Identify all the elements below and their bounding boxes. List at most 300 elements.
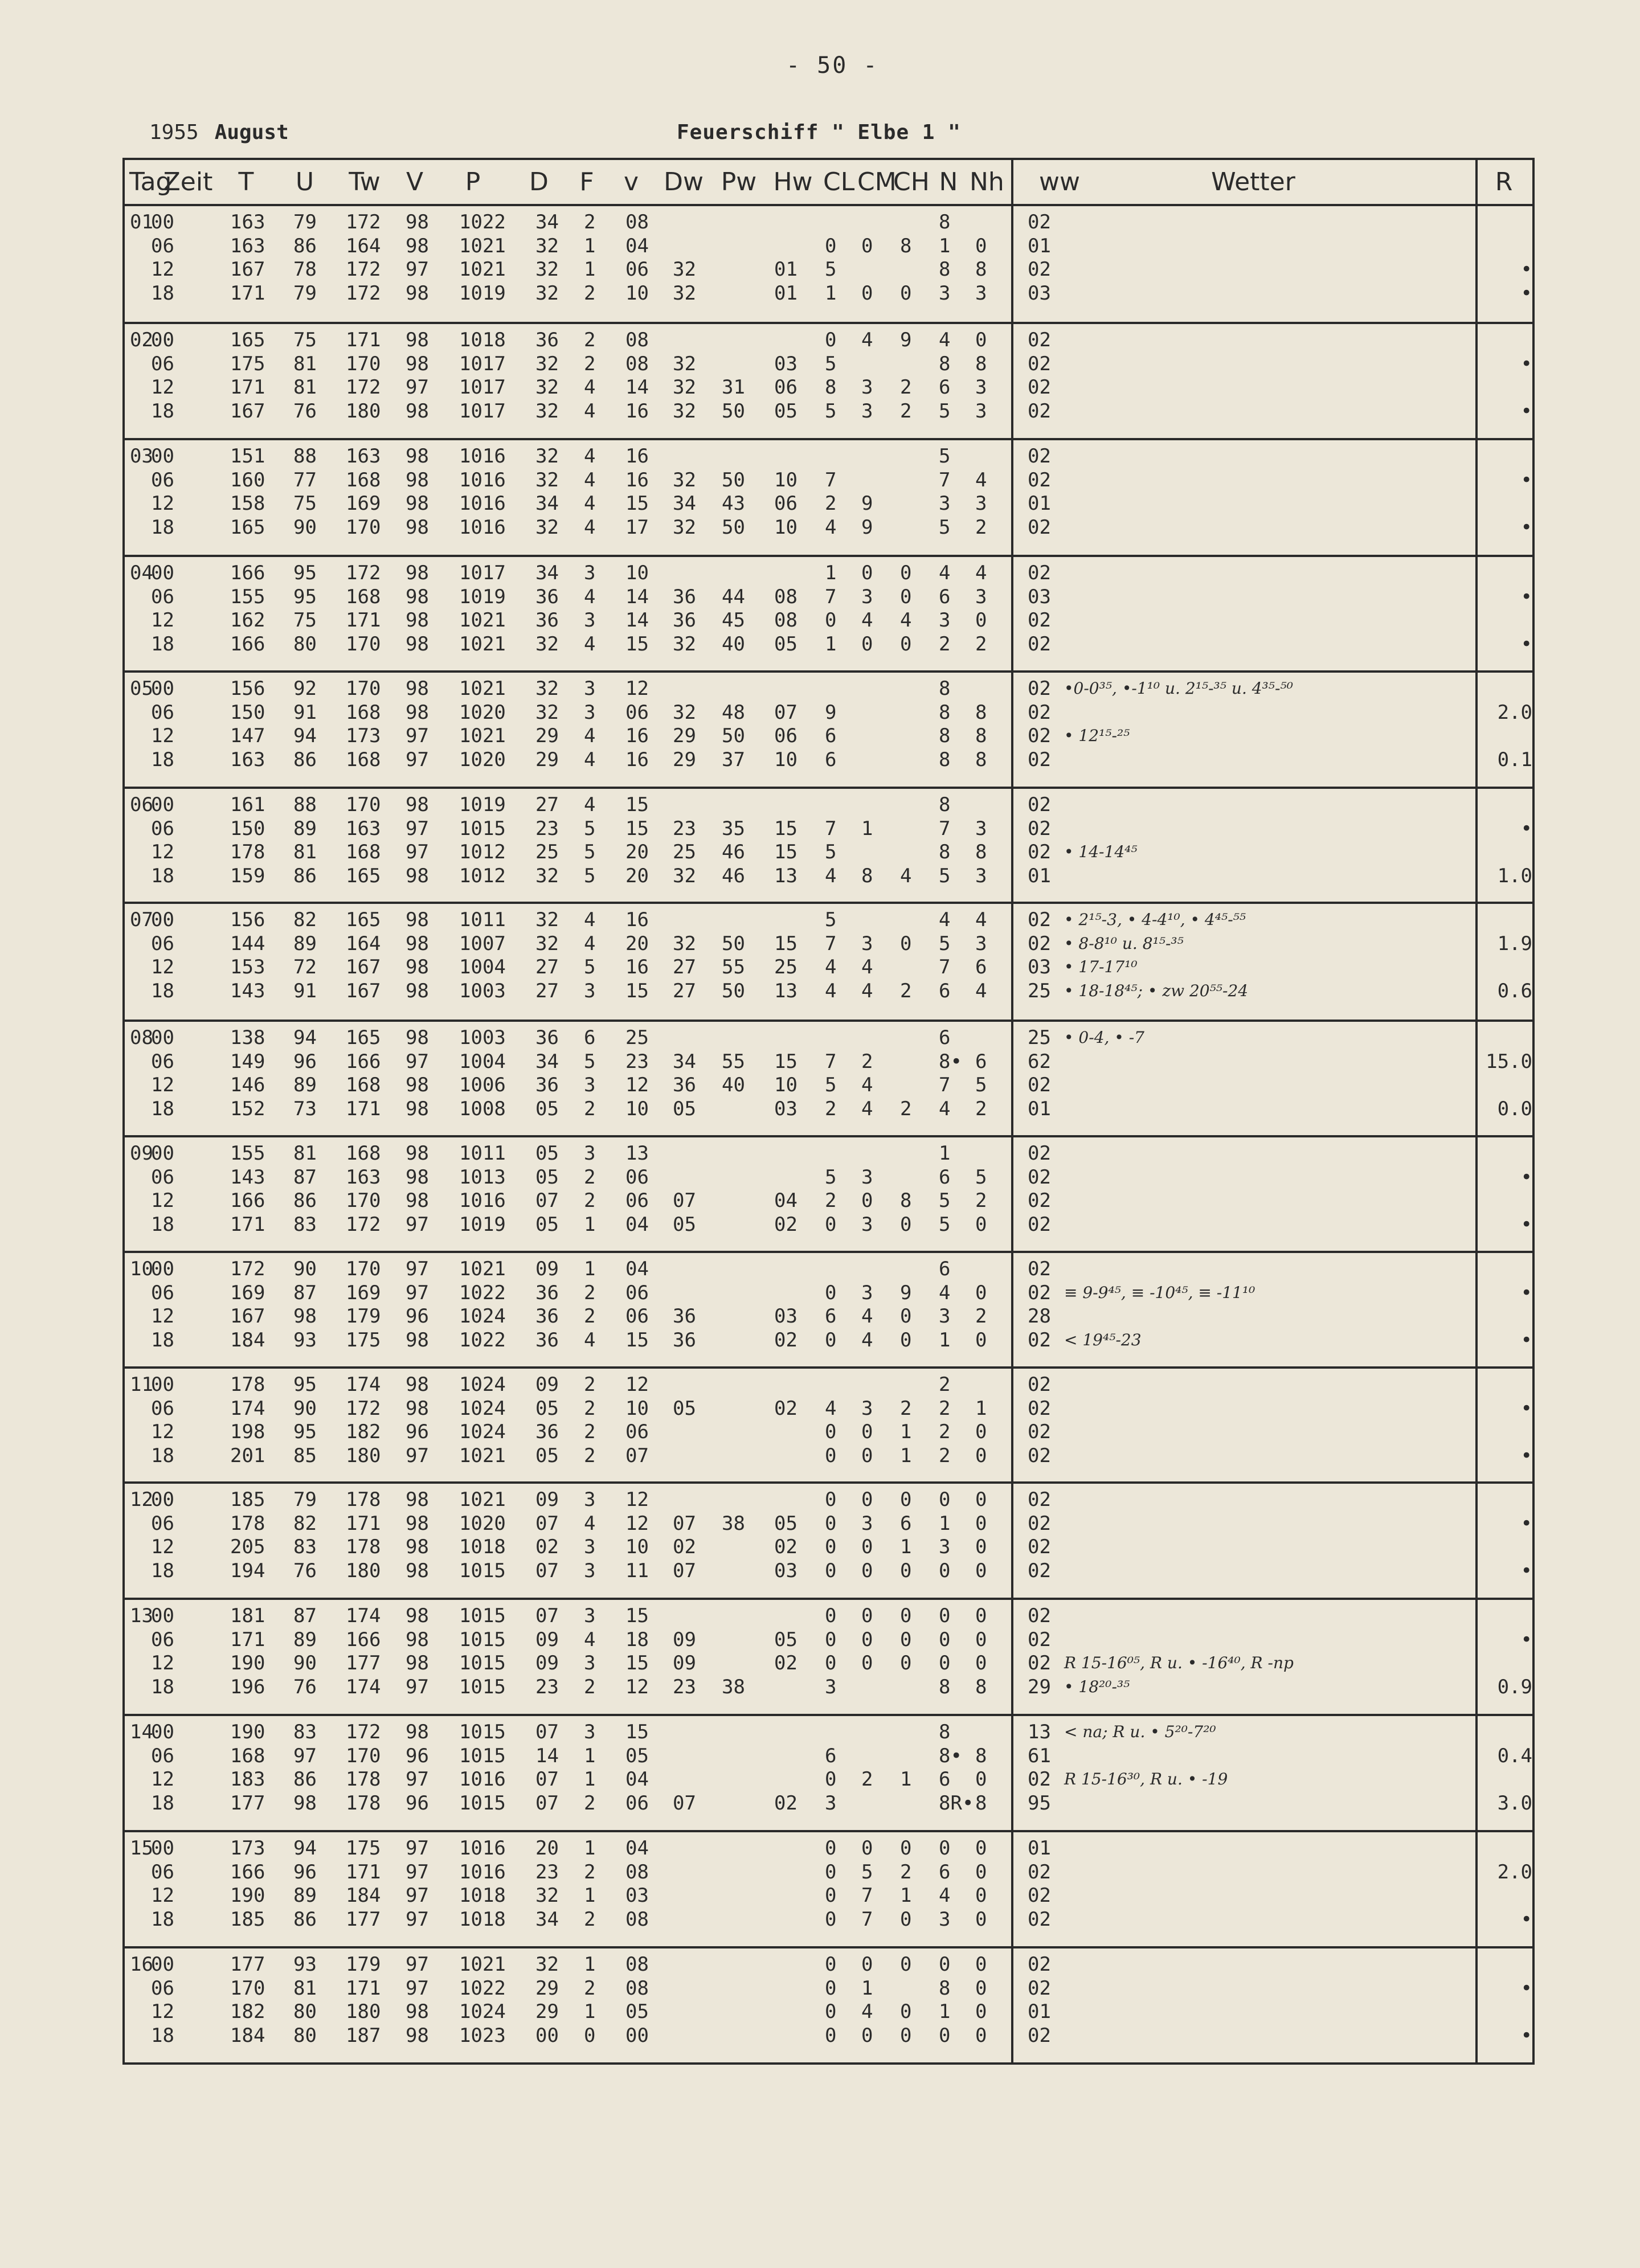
cell-vv: 16 (625, 956, 649, 979)
cell-r: • (1520, 1444, 1532, 1467)
cell-t: 171 (230, 1628, 265, 1651)
cell-cl: 0 (825, 234, 837, 257)
cell-nh: 0 (975, 609, 987, 632)
cell-v: 98 (406, 445, 429, 468)
header-year: 1955 (149, 121, 199, 144)
cell-t: 150 (230, 701, 265, 724)
cell-wetter: • 0-4, • -7 (1064, 1028, 1144, 1047)
cell-tw: 170 (346, 1189, 381, 1212)
cell-cm: 3 (861, 376, 873, 399)
cell-u: 88 (293, 793, 317, 816)
cell-pw: 38 (722, 1512, 745, 1535)
cell-u: 75 (293, 609, 317, 632)
cell-cm: 4 (861, 609, 873, 632)
cell-nh: 8 (975, 1744, 987, 1767)
cell-zeit: 12 (151, 1768, 174, 1791)
cell-p: 1004 (459, 956, 506, 979)
column-header-cl: CL (823, 167, 855, 196)
cell-d: 23 (535, 817, 559, 840)
cell-r: • (1520, 515, 1532, 539)
cell-hw: 15 (774, 1050, 797, 1073)
cell-p: 1016 (459, 1860, 506, 1884)
cell-f: 4 (584, 1328, 596, 1352)
cell-p: 1020 (459, 701, 506, 724)
cell-tw: 178 (346, 1536, 381, 1558)
cell-f: 2 (584, 1397, 596, 1420)
cell-v: 98 (406, 562, 429, 584)
cell-wetter: < 19⁴⁵-23 (1064, 1330, 1142, 1349)
cell-tw: 165 (346, 864, 381, 887)
cell-v: 98 (406, 2024, 429, 2047)
cell-ww: 02 (1028, 1074, 1051, 1096)
cell-chh: 0 (900, 2024, 912, 2047)
cell-t: 167 (230, 1305, 265, 1328)
page-number: - 50 - (786, 52, 879, 79)
cell-cm: 7 (861, 1884, 873, 1907)
cell-nh: 2 (975, 632, 987, 656)
cell-vv: 10 (625, 562, 649, 584)
cell-d: 07 (535, 1604, 559, 1627)
cell-vv: 14 (625, 609, 649, 632)
cell-zeit: 00 (151, 445, 174, 468)
cell-zeit: 18 (151, 748, 174, 771)
column-header-r: R (1495, 167, 1513, 196)
column-header-v: v (623, 167, 639, 196)
day-divider (122, 1714, 1535, 1716)
cell-cl: 6 (825, 1305, 837, 1328)
cell-cm: 4 (861, 329, 873, 351)
cell-u: 90 (293, 515, 317, 539)
cell-n: 0 (939, 1837, 951, 1860)
cell-cm: 4 (861, 1328, 873, 1352)
cell-n: 2 (939, 1444, 951, 1467)
cell-zeit: 18 (151, 632, 174, 656)
cell-hw: 02 (774, 1328, 797, 1352)
cell-vv: 14 (625, 376, 649, 399)
cell-t: 166 (230, 632, 265, 656)
cell-f: 4 (584, 908, 596, 931)
cell-dw: 09 (673, 1628, 696, 1651)
cell-r: 0.1 (1497, 748, 1532, 771)
cell-f: 2 (584, 1976, 596, 2000)
cell-chh: 4 (900, 864, 912, 887)
cell-t: 138 (230, 1026, 265, 1049)
header-left (149, 121, 289, 144)
cell-t: 198 (230, 1420, 265, 1443)
cell-u: 93 (293, 1953, 317, 1976)
cell-zeit: 00 (151, 562, 174, 584)
cell-dw: 32 (673, 258, 696, 281)
cell-wetter: • 17-17¹⁰ (1064, 957, 1138, 976)
column-header-f: F (579, 167, 594, 196)
cell-n: 3 (939, 281, 951, 305)
cell-zeit: 06 (151, 932, 174, 955)
cell-d: 05 (535, 1142, 559, 1165)
cell-zeit: 18 (151, 281, 174, 305)
day-label: 03 (130, 445, 153, 468)
cell-nh: 0 (975, 2024, 987, 2047)
day-label: 07 (130, 908, 153, 931)
cell-p: 1016 (459, 492, 506, 515)
cell-wetter: • 18-18⁴⁵; • zw 20⁵⁵-24 (1064, 981, 1249, 1000)
cell-zeit: 12 (151, 609, 174, 632)
cell-zeit: 00 (151, 1258, 174, 1280)
cell-tw: 180 (346, 1444, 381, 1467)
cell-n: 7 (939, 468, 951, 492)
cell-d: 34 (535, 1050, 559, 1073)
cell-v: 96 (406, 1305, 429, 1328)
cell-n: 4 (939, 908, 951, 931)
cell-n: 6 (939, 585, 951, 608)
cell-v: 98 (406, 609, 429, 632)
column-header-cm: CM (857, 167, 897, 196)
cell-wetter: • 8-8¹⁰ u. 8¹⁵-³⁵ (1064, 934, 1184, 953)
cell-zeit: 12 (151, 1305, 174, 1328)
cell-v: 98 (406, 211, 429, 234)
cell-p: 1015 (459, 1721, 506, 1743)
cell-cl: 3 (825, 1791, 837, 1815)
cell-hw: 10 (774, 468, 797, 492)
cell-p: 1017 (459, 399, 506, 423)
cell-nh: 8 (975, 258, 987, 281)
cell-dw: 07 (673, 1559, 696, 1582)
cell-p: 1019 (459, 281, 506, 305)
cell-chh: 2 (900, 376, 912, 399)
cell-p: 1016 (459, 515, 506, 539)
cell-r: 1.0 (1497, 864, 1532, 887)
cell-pw: 35 (722, 817, 745, 840)
cell-t: 174 (230, 1397, 265, 1420)
cell-p: 1022 (459, 1281, 506, 1304)
cell-v: 98 (406, 932, 429, 955)
cell-u: 75 (293, 492, 317, 515)
cell-r: • (1520, 1628, 1532, 1651)
cell-zeit: 12 (151, 1074, 174, 1096)
cell-n: 2 (939, 1397, 951, 1420)
cell-nh: 3 (975, 376, 987, 399)
cell-ww: 02 (1028, 1953, 1051, 1976)
cell-v: 97 (406, 1281, 429, 1304)
cell-u: 95 (293, 585, 317, 608)
cell-f: 6 (584, 1026, 596, 1049)
cell-p: 1006 (459, 1074, 506, 1096)
cell-p: 1007 (459, 932, 506, 955)
cell-ww: 62 (1028, 1050, 1051, 1073)
cell-cm: 3 (861, 1512, 873, 1535)
cell-cm: 0 (861, 234, 873, 257)
cell-hw: 05 (774, 1628, 797, 1651)
cell-f: 1 (584, 1768, 596, 1791)
cell-vv: 04 (625, 1213, 649, 1236)
cell-v: 98 (406, 585, 429, 608)
cell-nh: 8 (975, 748, 987, 771)
cell-p: 1019 (459, 585, 506, 608)
cell-n: 1 (939, 234, 951, 257)
cell-cl: 0 (825, 1837, 837, 1860)
cell-hw: 10 (774, 1074, 797, 1096)
cell-p: 1018 (459, 329, 506, 351)
cell-r: 2.0 (1497, 701, 1532, 724)
cell-u: 76 (293, 399, 317, 423)
cell-n: 6 (939, 1860, 951, 1884)
cell-n: 8 (939, 701, 951, 724)
cell-tw: 178 (346, 1791, 381, 1815)
cell-nh: 8 (975, 841, 987, 863)
cell-v: 98 (406, 1628, 429, 1651)
cell-u: 98 (293, 1305, 317, 1328)
column-header-d: D (529, 167, 549, 196)
cell-pw: 45 (722, 609, 745, 632)
cell-d: 29 (535, 748, 559, 771)
cell-v: 97 (406, 1768, 429, 1791)
cell-tw: 178 (346, 1488, 381, 1511)
cell-cm: 4 (861, 1305, 873, 1328)
cell-tw: 174 (346, 1373, 381, 1396)
cell-cm: 4 (861, 956, 873, 979)
cell-vv: 10 (625, 1097, 649, 1120)
cell-chh: 1 (900, 1536, 912, 1558)
cell-d: 36 (535, 1281, 559, 1304)
cell-dw: 23 (673, 1675, 696, 1698)
cell-cl: 0 (825, 1213, 837, 1236)
cell-d: 25 (535, 841, 559, 863)
cell-t: 152 (230, 1097, 265, 1120)
cell-nh: 4 (975, 979, 987, 1002)
column-header-nh: Nh (970, 167, 1004, 196)
cell-u: 76 (293, 1675, 317, 1698)
cell-u: 86 (293, 1768, 317, 1791)
cell-hw: 15 (774, 841, 797, 863)
cell-zeit: 12 (151, 492, 174, 515)
cell-d: 07 (535, 1559, 559, 1582)
cell-u: 76 (293, 1559, 317, 1582)
cell-ww: 02 (1028, 445, 1051, 468)
cell-tw: 177 (346, 1907, 381, 1931)
cell-cm: 0 (861, 1652, 873, 1675)
cell-n: 4 (939, 329, 951, 351)
cell-dw: 05 (673, 1397, 696, 1420)
cell-vv: 16 (625, 468, 649, 492)
cell-cl: 0 (825, 1628, 837, 1651)
cell-ww: 02 (1028, 609, 1051, 632)
cell-t: 161 (230, 793, 265, 816)
cell-pw: 46 (722, 864, 745, 887)
cell-u: 87 (293, 1165, 317, 1189)
cell-zeit: 12 (151, 724, 174, 747)
cell-vv: 08 (625, 352, 649, 375)
cell-vv: 16 (625, 724, 649, 747)
cell-vv: 11 (625, 1559, 649, 1582)
cell-f: 2 (584, 211, 596, 234)
cell-dw: 05 (673, 1097, 696, 1120)
cell-cl: 4 (825, 956, 837, 979)
cell-vv: 15 (625, 492, 649, 515)
cell-cl: 0 (825, 1953, 837, 1976)
cell-v: 97 (406, 1258, 429, 1280)
cell-nh: 8 (975, 724, 987, 747)
cell-zeit: 06 (151, 1976, 174, 2000)
cell-tw: 171 (346, 1512, 381, 1535)
cell-dw: 07 (673, 1791, 696, 1815)
cell-f: 2 (584, 1097, 596, 1120)
cell-d: 32 (535, 281, 559, 305)
cell-nh: 0 (975, 1328, 987, 1352)
cell-vv: 12 (625, 1488, 649, 1511)
cell-r: • (1520, 352, 1532, 375)
cell-nh: 2 (975, 1305, 987, 1328)
header-divider (122, 204, 1535, 206)
cell-t: 143 (230, 1165, 265, 1189)
cell-u: 81 (293, 1976, 317, 2000)
column-header-p: P (465, 167, 481, 196)
cell-p: 1011 (459, 908, 506, 931)
cell-n: 8 (939, 1675, 951, 1698)
cell-ww: 02 (1028, 841, 1051, 863)
day-divider (122, 322, 1535, 324)
cell-hw: 13 (774, 864, 797, 887)
cell-p: 1015 (459, 1744, 506, 1767)
cell-v: 98 (406, 281, 429, 305)
cell-cl: 2 (825, 1097, 837, 1120)
cell-dw: 29 (673, 724, 696, 747)
cell-chh: 0 (900, 1837, 912, 1860)
cell-tw: 172 (346, 258, 381, 281)
cell-tw: 171 (346, 329, 381, 351)
cell-dw: 25 (673, 841, 696, 863)
cell-t: 167 (230, 258, 265, 281)
cell-hw: 25 (774, 956, 797, 979)
cell-n: 0 (939, 1652, 951, 1675)
cell-u: 86 (293, 864, 317, 887)
cell-p: 1016 (459, 468, 506, 492)
cell-nh: 0 (975, 1420, 987, 1443)
cell-cm: 0 (861, 1953, 873, 1976)
cell-v: 97 (406, 1953, 429, 1976)
cell-p: 1022 (459, 211, 506, 234)
cell-dw: 34 (673, 1050, 696, 1073)
cell-vv: 04 (625, 1768, 649, 1791)
cell-n: 5 (939, 932, 951, 955)
cell-zeit: 12 (151, 956, 174, 979)
cell-v: 98 (406, 399, 429, 423)
cell-dw: 36 (673, 1074, 696, 1096)
cell-vv: 05 (625, 1744, 649, 1767)
cell-ww: 02 (1028, 1976, 1051, 2000)
cell-zeit: 18 (151, 1444, 174, 1467)
cell-ww: 02 (1028, 1884, 1051, 1907)
cell-v: 98 (406, 677, 429, 700)
cell-nh: 0 (975, 234, 987, 257)
cell-n: 3 (939, 492, 951, 515)
day-label: 12 (130, 1488, 153, 1511)
cell-u: 86 (293, 1907, 317, 1931)
cell-tw: 172 (346, 562, 381, 584)
cell-zeit: 00 (151, 1837, 174, 1860)
cell-u: 95 (293, 1420, 317, 1443)
cell-v: 98 (406, 979, 429, 1002)
cell-vv: 05 (625, 2000, 649, 2023)
cell-nh: 8 (975, 701, 987, 724)
cell-v: 96 (406, 1420, 429, 1443)
cell-v: 98 (406, 1328, 429, 1352)
cell-zeit: 00 (151, 1373, 174, 1396)
cell-p: 1021 (459, 258, 506, 281)
cell-tw: 170 (346, 632, 381, 656)
cell-t: 177 (230, 1791, 265, 1815)
cell-vv: 08 (625, 1976, 649, 2000)
cell-p: 1017 (459, 562, 506, 584)
cell-nh: 2 (975, 1097, 987, 1120)
cell-cm: 0 (861, 1837, 873, 1860)
cell-u: 78 (293, 258, 317, 281)
cell-u: 94 (293, 1026, 317, 1049)
cell-nh: 3 (975, 399, 987, 423)
cell-f: 1 (584, 2000, 596, 2023)
cell-ww: 02 (1028, 1281, 1051, 1304)
cell-ww: 61 (1028, 1744, 1051, 1767)
cell-pw: 50 (722, 399, 745, 423)
cell-cl: 0 (825, 1604, 837, 1627)
cell-nh: 8 (975, 1675, 987, 1698)
cell-chh: 0 (900, 1213, 912, 1236)
cell-chh: 1 (900, 1884, 912, 1907)
cell-tw: 170 (346, 677, 381, 700)
cell-u: 79 (293, 211, 317, 234)
cell-dw: 32 (673, 864, 696, 887)
cell-ww: 02 (1028, 1512, 1051, 1535)
cell-zeit: 18 (151, 1907, 174, 1931)
cell-d: 23 (535, 1860, 559, 1884)
cell-zeit: 06 (151, 1050, 174, 1073)
cell-f: 2 (584, 1189, 596, 1212)
cell-ww: 02 (1028, 1907, 1051, 1931)
cell-zeit: 00 (151, 793, 174, 816)
cell-d: 05 (535, 1097, 559, 1120)
cell-ww: 01 (1028, 1097, 1051, 1120)
cell-ww: 25 (1028, 979, 1051, 1002)
cell-tw: 178 (346, 1768, 381, 1791)
cell-cm: 7 (861, 1907, 873, 1931)
cell-pw: 40 (722, 632, 745, 656)
cell-tw: 163 (346, 817, 381, 840)
cell-chh: 9 (900, 1281, 912, 1304)
cell-f: 2 (584, 1907, 596, 1931)
cell-dw: 32 (673, 932, 696, 955)
cell-t: 177 (230, 1953, 265, 1976)
cell-vv: 18 (625, 1628, 649, 1651)
cell-vv: 15 (625, 817, 649, 840)
cell-t: 167 (230, 399, 265, 423)
cell-chh: 0 (900, 1652, 912, 1675)
day-divider (122, 555, 1535, 557)
day-label: 01 (130, 211, 153, 234)
cell-zeit: 00 (151, 1604, 174, 1627)
cell-hw: 02 (774, 1652, 797, 1675)
cell-f: 3 (584, 1604, 596, 1627)
cell-v: 98 (406, 1652, 429, 1675)
cell-r: • (1520, 281, 1532, 305)
cell-dw: 36 (673, 1328, 696, 1352)
cell-pw: 50 (722, 979, 745, 1002)
cell-p: 1015 (459, 1675, 506, 1698)
cell-t: 171 (230, 281, 265, 305)
cell-zeit: 00 (151, 1142, 174, 1165)
cell-r: 3.0 (1497, 1791, 1532, 1815)
cell-tw: 180 (346, 1559, 381, 1582)
cell-cm: 0 (861, 1488, 873, 1511)
cell-u: 75 (293, 329, 317, 351)
cell-t: 156 (230, 677, 265, 700)
